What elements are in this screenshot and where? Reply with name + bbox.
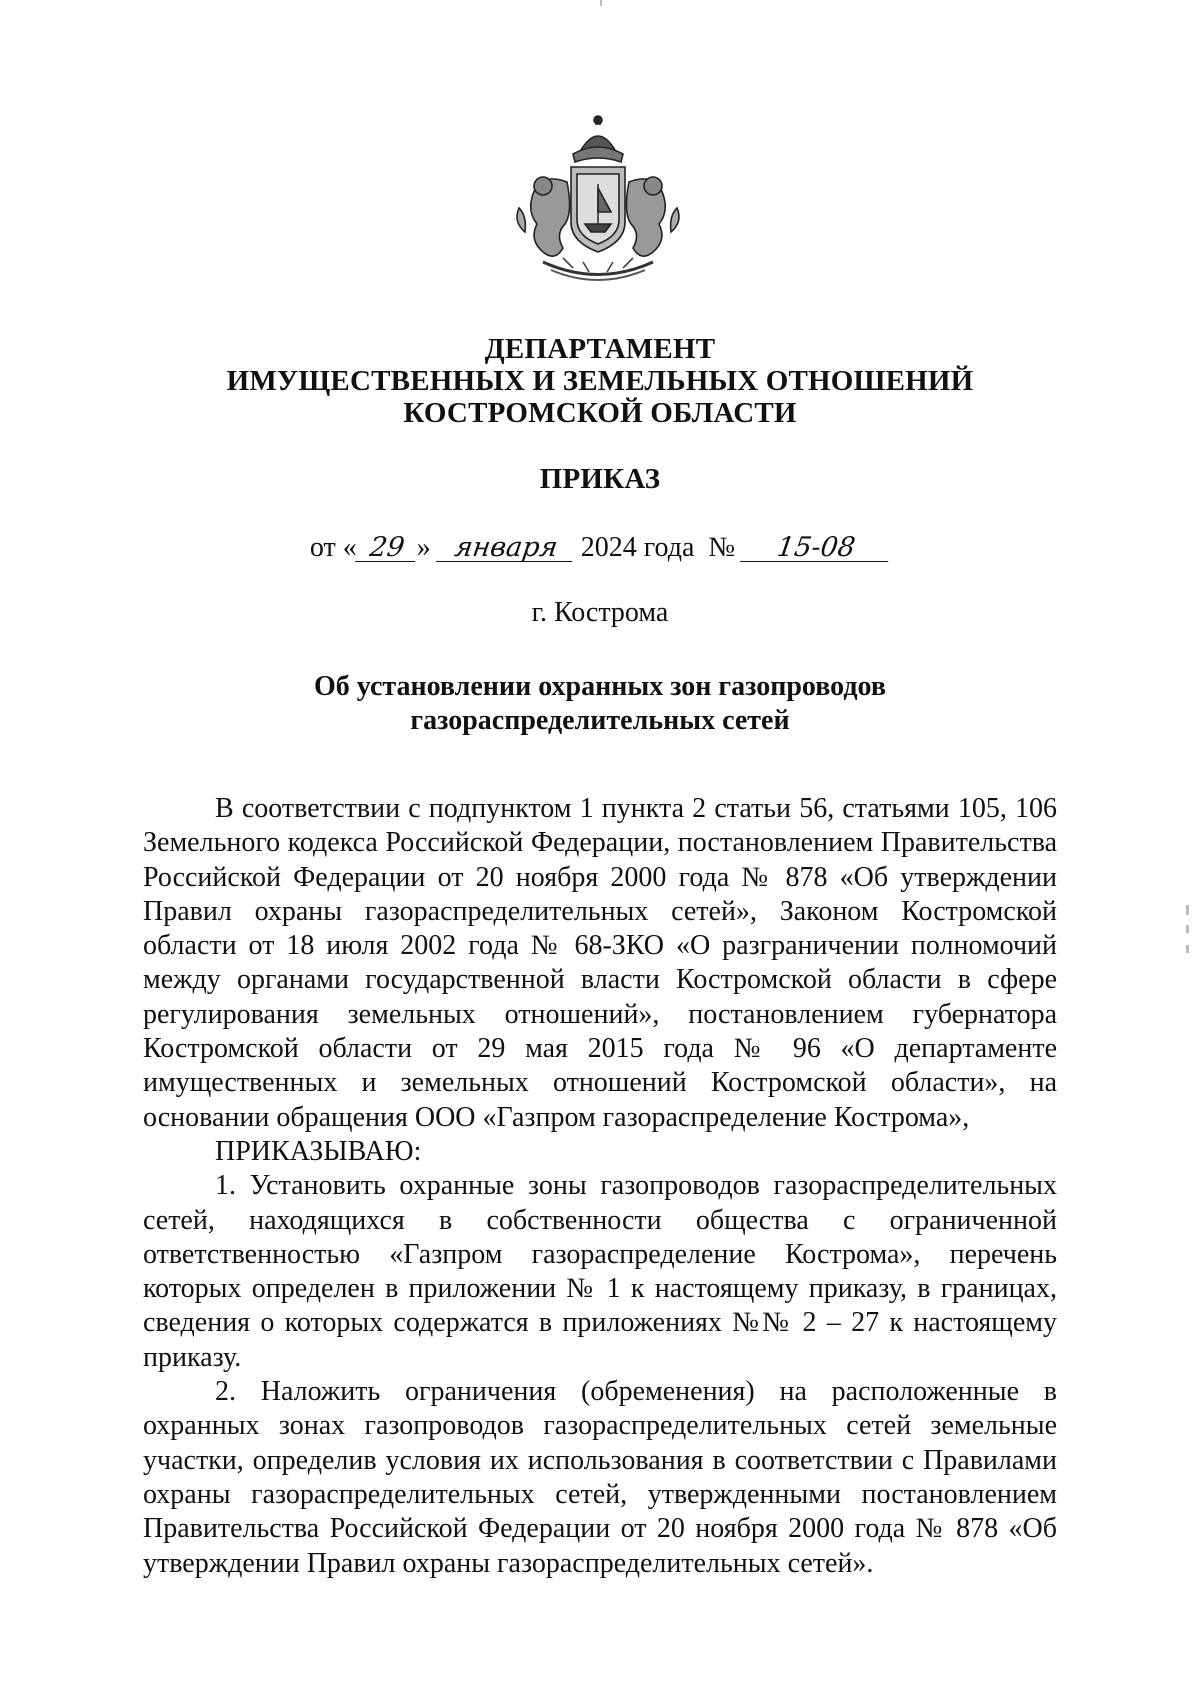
- date-quote-close: »: [416, 532, 431, 563]
- order-title: ПРИКАЗ: [539, 463, 661, 495]
- city-line: г. Кострома: [531, 597, 669, 628]
- department-header: [0, 333, 1200, 429]
- scan-artifact: [1186, 925, 1189, 933]
- date-prefix: от «: [309, 532, 357, 563]
- preamble-paragraph: В соответствии с подпунктом 1 пункта 2 статьи 56, статьями 105, 106 Земельного кодекса Российской Федерации, постановлением Правительства Российской Федерации от 20 ноября 2000 года № 878 «Об утверждении Правил охраны газораспределительных сетей», Законом Костромской области от 18 июля 2002 года № 68-ЗКО «О разграничении полномочий между органами государственной власти Костромской области в сфере регулирования земельных отношений», постановлением губернатора Костромской области от 29 мая 2015 года № 96 «О департаменте имущественных и земельных отношений Костромской области», на основании обращения ООО «Газпром газораспределение Кострома»,: [143, 793, 1057, 1133]
- order-subject: [0, 670, 1200, 738]
- order-date-line: [0, 531, 1200, 565]
- scan-artifact: [1186, 905, 1189, 915]
- department-header-line: ДЕПАРТАМЕНТ: [484, 333, 716, 365]
- department-header-line: ИМУЩЕСТВЕННЫХ И ЗЕМЕЛЬНЫХ ОТНОШЕНИЙ: [226, 365, 974, 397]
- subject-line: газораспределительных сетей: [410, 705, 790, 736]
- subject-line: Об установлении охранных зон газопроводов: [314, 671, 886, 702]
- clause-2-paragraph: 2. Наложить ограничения (обременения) на расположенные в охранных зонах газопроводов газораспределительных сетей земельные участки, определив условия их использования в соответствии с Правилами охраны газораспределительных сетей, утвержденными постановлением Правительства Российской Федерации от 20 ноября 2000 года № 878 «Об утверждении Правил охраны газораспределительных сетей».: [143, 1376, 1057, 1579]
- order-command-paragraph: ПРИКАЗЫВАЮ:: [215, 1135, 422, 1167]
- coat-of-arms-icon: [503, 112, 693, 287]
- clause-1-paragraph: 1. Установить охранные зоны газопроводов газораспределительных сетей, находящихся в собственности общества с ограниченной ответственностью «Газпром газораспределение Кострома», перечень которых определен в приложении № 1 к настоящему приказу, в границах, сведения о которых содержатся в приложениях №№ 2 – 27 к настоящему приказу.: [143, 1170, 1057, 1373]
- order-body: [143, 792, 1057, 1581]
- handwritten-day: 29: [355, 535, 419, 562]
- handwritten-month: января: [436, 535, 576, 562]
- date-year: 2024 года: [580, 532, 695, 563]
- scan-artifact: [1186, 945, 1189, 953]
- handwritten-order-number: 15-08: [740, 535, 892, 562]
- scan-artifact: [600, 0, 602, 6]
- department-header-line: КОСТРОМСКОЙ ОБЛАСТИ: [403, 397, 797, 429]
- number-sign: №: [708, 532, 736, 563]
